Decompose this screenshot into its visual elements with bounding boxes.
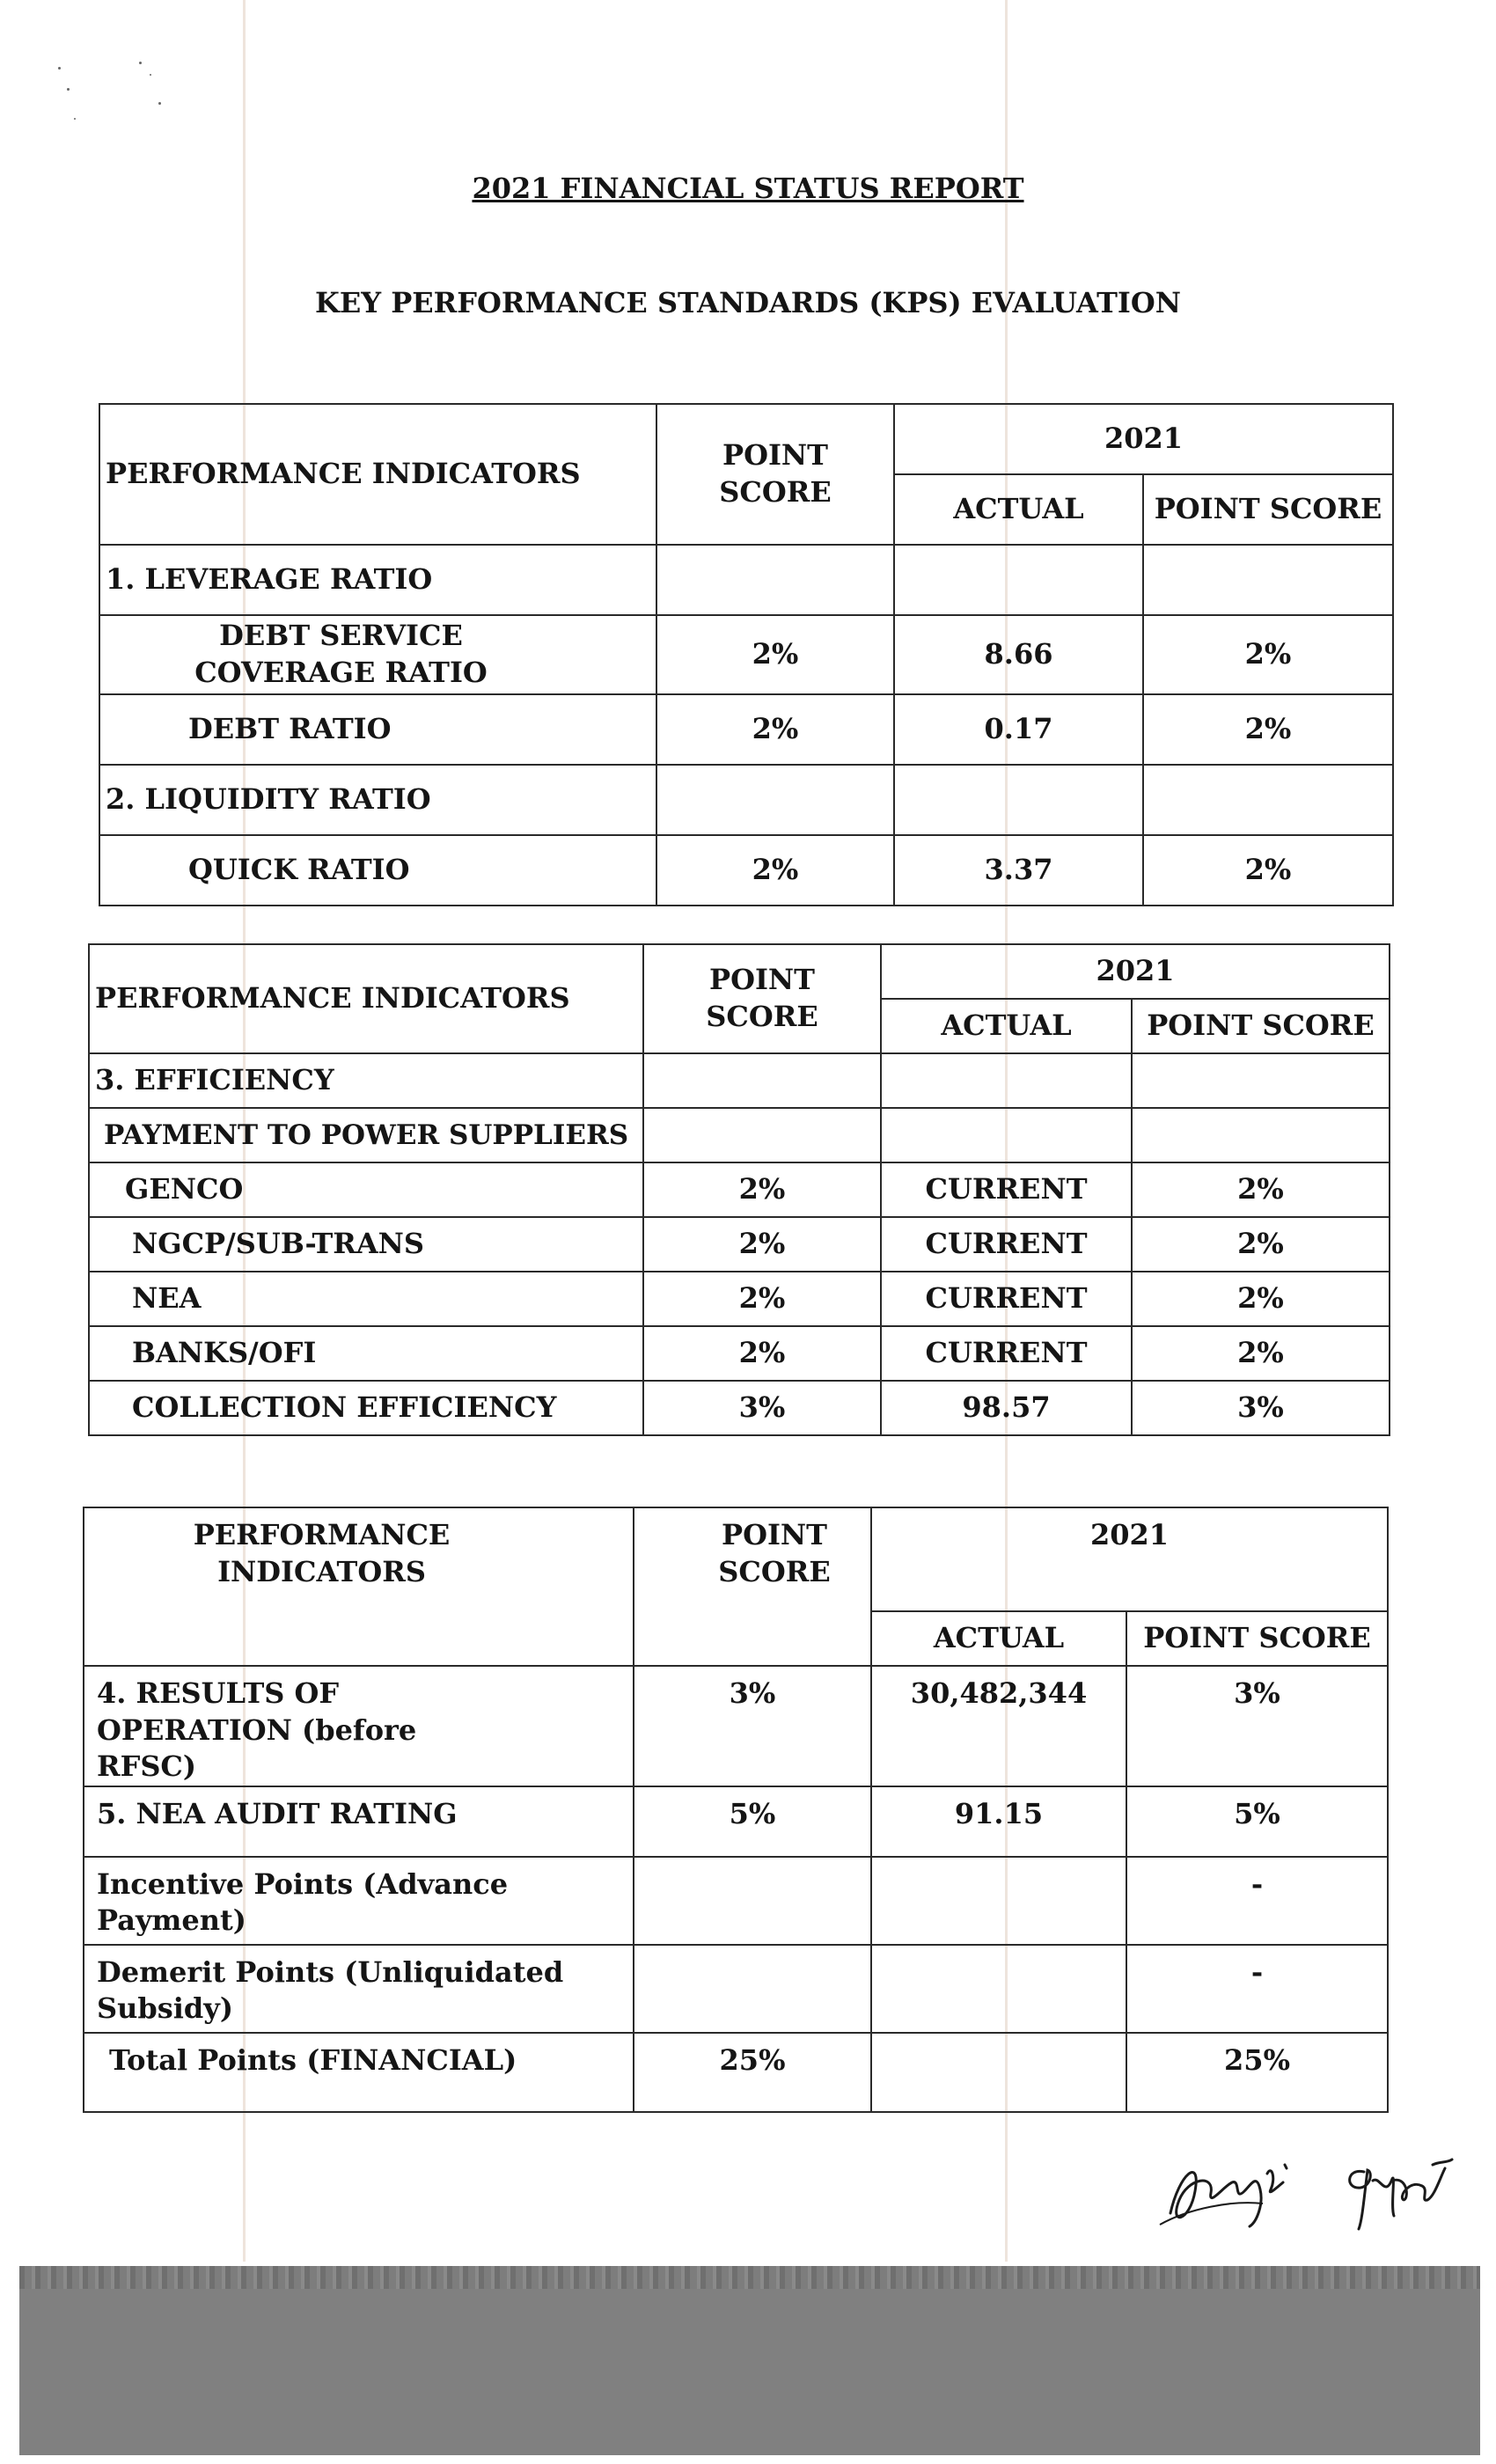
row-indicator: Demerit Points (Unliquidated Subsidy) bbox=[84, 1945, 634, 2033]
row-actual bbox=[881, 1108, 1132, 1162]
table-row bbox=[84, 1945, 1388, 2033]
row-actual: 91.15 bbox=[871, 1786, 1126, 1857]
table-row bbox=[89, 1326, 1390, 1381]
row-score bbox=[1132, 1108, 1390, 1162]
row-actual bbox=[894, 765, 1143, 835]
row-actual: CURRENT bbox=[881, 1162, 1132, 1217]
row-indicator: BANKS/OFI bbox=[89, 1326, 643, 1381]
report-title: 2021 FINANCIAL STATUS REPORT bbox=[472, 172, 1024, 205]
row-point-score: 2% bbox=[643, 1162, 881, 1217]
header-actual: ACTUAL bbox=[881, 999, 1132, 1053]
kps-table-efficiency bbox=[88, 943, 1390, 1436]
header-point-score: POINT SCORE bbox=[634, 1507, 871, 1666]
table-row bbox=[99, 615, 1393, 694]
table-row bbox=[99, 694, 1393, 765]
row-score: 3% bbox=[1132, 1381, 1390, 1435]
row-point-score bbox=[643, 1108, 881, 1162]
row-indicator: NGCP/SUB-TRANS bbox=[89, 1217, 643, 1272]
row-score: 2% bbox=[1143, 615, 1393, 694]
table-row bbox=[84, 1786, 1388, 1857]
row-indicator: 2. LIQUIDITY RATIO bbox=[99, 765, 656, 835]
row-score: - bbox=[1126, 1857, 1388, 1945]
row-indicator: DEBT RATIO bbox=[99, 694, 656, 765]
row-score: 2% bbox=[1132, 1326, 1390, 1381]
table-row bbox=[89, 1381, 1390, 1435]
row-score: 5% bbox=[1126, 1786, 1388, 1857]
row-indicator: DEBT SERVICE COVERAGE RATIO bbox=[99, 615, 656, 694]
table-row bbox=[84, 1666, 1388, 1786]
row-actual: 98.57 bbox=[881, 1381, 1132, 1435]
row-point-score: 3% bbox=[634, 1666, 871, 1786]
row-point-score: 5% bbox=[634, 1786, 871, 1857]
header-actual: ACTUAL bbox=[871, 1611, 1126, 1666]
row-point-score: 2% bbox=[643, 1217, 881, 1272]
row-score: 2% bbox=[1132, 1272, 1390, 1326]
header-year-point-score: POINT SCORE bbox=[1132, 999, 1390, 1053]
row-score bbox=[1143, 765, 1393, 835]
kps-table-leverage-liquidity bbox=[99, 403, 1394, 906]
table-row bbox=[89, 1053, 1390, 1108]
header-year: 2021 bbox=[894, 404, 1393, 474]
row-indicator: 1. LEVERAGE RATIO bbox=[99, 545, 656, 615]
row-score: 2% bbox=[1132, 1217, 1390, 1272]
row-actual: CURRENT bbox=[881, 1272, 1132, 1326]
header-point-score: POINT SCORE bbox=[643, 944, 881, 1053]
row-score bbox=[1132, 1053, 1390, 1108]
signature-2 bbox=[1338, 2145, 1461, 2233]
row-actual: 30,482,344 bbox=[871, 1666, 1126, 1786]
row-actual: CURRENT bbox=[881, 1326, 1132, 1381]
row-point-score: 2% bbox=[643, 1326, 881, 1381]
row-point-score: 25% bbox=[634, 2033, 871, 2112]
table-row bbox=[99, 765, 1393, 835]
row-actual bbox=[871, 2033, 1126, 2112]
row-point-score bbox=[656, 765, 894, 835]
header-year: 2021 bbox=[881, 944, 1390, 999]
row-point-score bbox=[643, 1053, 881, 1108]
table-row bbox=[89, 1217, 1390, 1272]
header-performance-indicators: PERFORMANCE INDICATORS bbox=[99, 404, 656, 545]
row-actual bbox=[894, 545, 1143, 615]
row-indicator: GENCO bbox=[89, 1162, 643, 1217]
row-actual: 3.37 bbox=[894, 835, 1143, 906]
header-year-point-score: POINT SCORE bbox=[1126, 1611, 1388, 1666]
row-indicator: 4. RESULTS OF OPERATION (before RFSC) bbox=[84, 1666, 634, 1786]
table-row bbox=[89, 1108, 1390, 1162]
table-row bbox=[99, 545, 1393, 615]
row-point-score bbox=[634, 1857, 871, 1945]
header-performance-indicators: PERFORMANCE INDICATORS bbox=[89, 944, 643, 1053]
report-subtitle: KEY PERFORMANCE STANDARDS (KPS) EVALUATION bbox=[315, 286, 1181, 319]
kps-table-operations bbox=[83, 1507, 1389, 2113]
row-actual bbox=[871, 1945, 1126, 2033]
row-score: 2% bbox=[1143, 694, 1393, 765]
signature-1 bbox=[1153, 2138, 1302, 2235]
table-row bbox=[99, 835, 1393, 906]
header-point-score: POINT SCORE bbox=[656, 404, 894, 545]
header-year: 2021 bbox=[871, 1507, 1388, 1611]
row-actual: 8.66 bbox=[894, 615, 1143, 694]
row-score bbox=[1143, 545, 1393, 615]
table-row bbox=[89, 1162, 1390, 1217]
row-point-score: 3% bbox=[643, 1381, 881, 1435]
row-score: 2% bbox=[1143, 835, 1393, 906]
row-indicator: 3. EFFICIENCY bbox=[89, 1053, 643, 1108]
row-actual bbox=[881, 1053, 1132, 1108]
row-indicator: PAYMENT TO POWER SUPPLIERS bbox=[89, 1108, 643, 1162]
row-point-score: 2% bbox=[643, 1272, 881, 1326]
row-score: - bbox=[1126, 1945, 1388, 2033]
header-actual: ACTUAL bbox=[894, 474, 1143, 545]
row-actual: 0.17 bbox=[894, 694, 1143, 765]
table-row bbox=[84, 1857, 1388, 1945]
row-score: 2% bbox=[1132, 1162, 1390, 1217]
row-point-score: 2% bbox=[656, 835, 894, 906]
table-row bbox=[89, 1272, 1390, 1326]
scan-specks bbox=[53, 62, 176, 132]
header-year-point-score: POINT SCORE bbox=[1143, 474, 1393, 545]
row-score: 25% bbox=[1126, 2033, 1388, 2112]
row-indicator: Incentive Points (Advance Payment) bbox=[84, 1857, 634, 1945]
row-indicator: Total Points (FINANCIAL) bbox=[84, 2033, 634, 2112]
row-point-score bbox=[634, 1945, 871, 2033]
scan-grey-band bbox=[19, 2266, 1480, 2455]
row-actual: CURRENT bbox=[881, 1217, 1132, 1272]
row-indicator: COLLECTION EFFICIENCY bbox=[89, 1381, 643, 1435]
row-indicator: QUICK RATIO bbox=[99, 835, 656, 906]
row-point-score bbox=[656, 545, 894, 615]
row-indicator: 5. NEA AUDIT RATING bbox=[84, 1786, 634, 1857]
row-score: 3% bbox=[1126, 1666, 1388, 1786]
row-indicator: NEA bbox=[89, 1272, 643, 1326]
row-actual bbox=[871, 1857, 1126, 1945]
header-performance-indicators: PERFORMANCE INDICATORS bbox=[84, 1507, 634, 1666]
row-point-score: 2% bbox=[656, 694, 894, 765]
table-row bbox=[84, 2033, 1388, 2112]
row-point-score: 2% bbox=[656, 615, 894, 694]
